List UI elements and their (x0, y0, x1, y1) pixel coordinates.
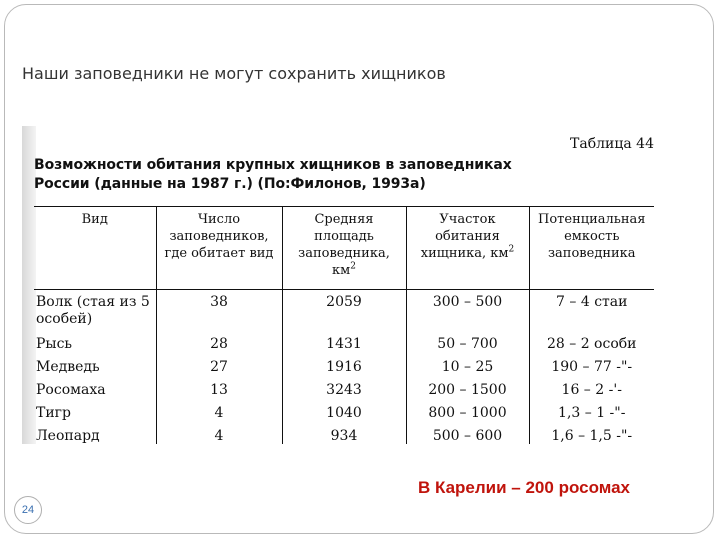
slide-number-badge: 24 (14, 496, 42, 524)
cell-species: Волк (стая из 5 особей) (36, 294, 150, 327)
predators-table (34, 206, 654, 444)
cell-reserves-count: 28 (156, 334, 282, 357)
cell-average-area: 934 (282, 426, 406, 444)
cell-reserves-count: 4 (156, 426, 282, 444)
cell-capacity: 1,6 – 1,5 -"- (529, 426, 654, 444)
header-home-range (406, 207, 529, 290)
cell-reserves-count: 13 (156, 380, 282, 403)
table-row (34, 380, 654, 403)
table-row (34, 290, 654, 335)
karelia-note: В Карелии – 200 росомах (418, 478, 630, 497)
table-caption: Возможности обитания крупных хищников в заповедниках России (данные на 1987 г.) (По:Филонов, 1993а) (34, 157, 512, 192)
scanned-table-image (22, 126, 658, 444)
cell-species: Леопард (34, 426, 156, 444)
cell-average-area: 2059 (282, 290, 406, 335)
cell-average-area: 1916 (282, 357, 406, 380)
cell-species: Тигр (36, 405, 71, 421)
table-header-row (34, 207, 654, 290)
header-species: Вид (34, 207, 156, 290)
cell-average-area: 1040 (282, 403, 406, 426)
header-home-range-label: Участок обитания хищника, км (420, 212, 509, 261)
header-capacity: Потенциальная емкость заповедника (529, 207, 654, 290)
cell-species: Медведь (36, 359, 100, 375)
cell-home-range: 300 – 500 (406, 290, 529, 335)
superscript-2: 2 (350, 261, 356, 272)
slide-title: Наши заповедники не могут сохранить хищников (22, 64, 446, 83)
cell-home-range: 800 – 1000 (406, 403, 529, 426)
cell-species: Рысь (36, 336, 73, 352)
cell-reserves-count: 27 (156, 357, 282, 380)
cell-capacity: 1,3 – 1 -"- (529, 403, 654, 426)
cell-home-range: 10 – 25 (406, 357, 529, 380)
cell-average-area: 1431 (282, 334, 406, 357)
table-number: Таблица 44 (570, 136, 654, 152)
cell-capacity: 7 – 4 стаи (529, 290, 654, 335)
header-reserves-count: Число заповедников, где обитает вид (156, 207, 282, 290)
cell-home-range: 50 – 700 (406, 334, 529, 357)
table-row (34, 334, 654, 357)
table-row (34, 403, 654, 426)
cell-reserves-count: 38 (156, 290, 282, 335)
header-average-area-label: Средняя площадь заповедника, км (298, 212, 390, 278)
cell-species: Росомаха (36, 382, 106, 398)
cell-average-area: 3243 (282, 380, 406, 403)
cell-capacity: 190 – 77 -"- (529, 357, 654, 380)
cell-capacity: 16 – 2 -'- (529, 380, 654, 403)
cell-capacity: 28 – 2 особи (529, 334, 654, 357)
header-average-area (282, 207, 406, 290)
table-row (34, 357, 654, 380)
table-row (34, 426, 654, 444)
cell-home-range: 500 – 600 (406, 426, 529, 444)
superscript-2: 2 (508, 244, 515, 255)
cell-home-range: 200 – 1500 (406, 380, 529, 403)
cell-reserves-count: 4 (156, 403, 282, 426)
